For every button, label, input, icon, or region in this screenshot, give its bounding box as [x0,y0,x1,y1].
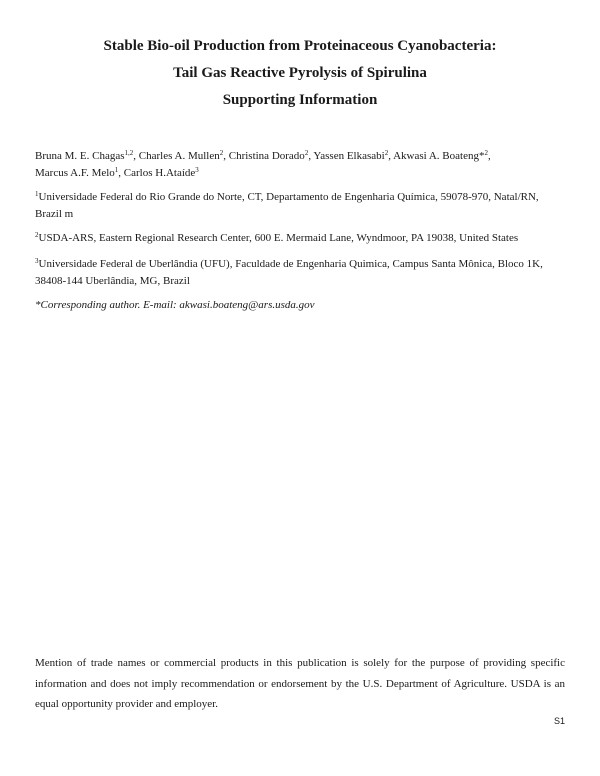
author-affiliation-sup: 2 [484,149,488,157]
author-name: Charles A. Mullen [138,150,220,162]
author-name: Carlos H.Ataíde [123,167,196,179]
author-affiliation-sup: 2 [219,149,224,157]
corresponding-author: *Corresponding author. E-mail: akwasi.boateng@ars.usda.gov [35,299,315,311]
usda-disclaimer: Mention of trade names or commercial products in this publication is solely for the purpose of providing specific information and does not imply recommendation or endorsement by the U.S. Department of Agriculture. USDA is an equal opportunity provider and employer. [35,657,565,710]
author-name: Yassen Elkasabi [313,150,385,162]
affiliation-3 [35,256,565,290]
author-name: Akwasi A. Boateng* [393,150,485,162]
paper-subtitle: Supporting Information [222,92,378,108]
paper-title-line-2: Tail Gas Reactive Pyrolysis of Spirulina [173,65,427,81]
author-affiliation-sup: 2 [384,149,389,157]
affiliation-1 [35,189,565,223]
page-number: S1 [553,716,565,726]
affiliation-text: USDA-ARS, Eastern Regional Research Center, 600 E. Mermaid Lane, Wyndmoor, PA 19038, United States [38,232,519,244]
affiliation-2 [35,230,565,247]
affiliation-text: Universidade Federal do Rio Grande do Norte, CT, Departamento de Engenharia Química, 59078-970, Natal/RN, Brazil m [35,191,539,220]
affiliation-number: 2 [35,231,39,239]
author-name: Marcus A.F. Melo [35,167,115,179]
paper-title-line-1: Stable Bio-oil Production from Proteinaceous Cyanobacteria: [103,38,497,54]
author-affiliation-sup: 1,2 [124,149,134,157]
affiliation-text: Universidade Federal de Uberlândia (UFU), Faculdade de Engenharia Quimica, Campus Santa Mônica, Bloco 1K, 38408-144 Uberlândia, MG, Brazil [35,258,543,287]
affiliation-number: 3 [35,257,39,265]
author-affiliation-sup: 1 [114,166,119,174]
affiliation-number: 1 [35,190,39,198]
author-affiliation-sup: 2 [304,149,309,157]
author-list: Bruna M. E. Chagas$^{1,2}$, Charles A. Mullen$^2$, Christina Dorado$^2$, Yassen Elkasabi$^2$, Akwasi A. Boateng*$^2$, Marcus A.F. Melo$^1$, Carlos H.Ataíde$^3$ [35,149,491,179]
author-name: Christina Dorado [228,150,305,162]
author-affiliation-sup: 3 [195,166,199,174]
author-name: Bruna M. E. Chagas [35,150,125,162]
